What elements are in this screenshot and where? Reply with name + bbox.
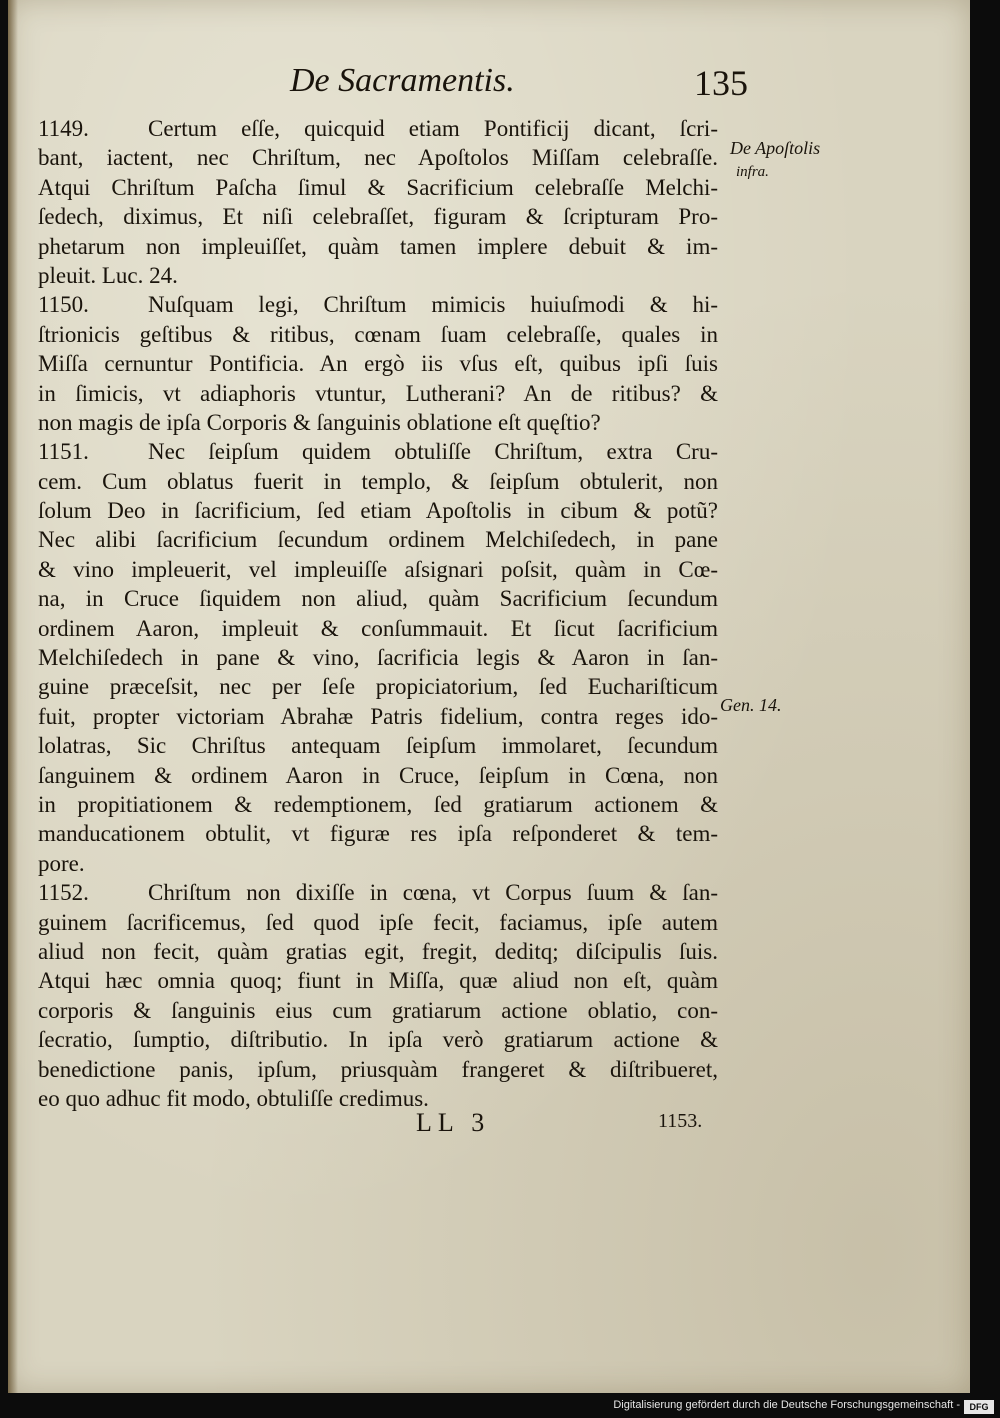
catchword: 1153. xyxy=(658,1110,703,1132)
line-text: ſedech, diximus, Et niſi celebraſſet, figuram & ſcripturam Pro- xyxy=(38,204,718,230)
text-line xyxy=(38,849,718,878)
line-text: in propitiationem & redemptionem, ſed gratiarum actionem & xyxy=(38,791,718,817)
book-page xyxy=(8,0,970,1393)
line-text: Nec alibi ſacrificium ſecundum ordinem Melchiſedech, in pane xyxy=(38,527,718,553)
line-text: ſolum Deo in ſacrificium, ſed etiam Apoſtolis in cibum & potũ? xyxy=(38,498,718,524)
text-line xyxy=(38,202,718,231)
paragraph-number: 1150. xyxy=(38,292,89,318)
text-line xyxy=(38,584,718,613)
line-text: pore. xyxy=(38,850,85,876)
line-text: guine præceſsit, nec per ſeſe propiciatorium, ſed Euchariſticum xyxy=(38,674,718,700)
text-line xyxy=(38,232,718,261)
line-text: benedictione panis, ipſum, priusquàm frangeret & diſtribueret, xyxy=(38,1056,718,1082)
text-line xyxy=(38,379,718,408)
line-text: in ſimicis, vt adiaphoris vtuntur, Lutherani? An de ritibus? & xyxy=(38,380,718,406)
line-text: ſanguinem & ordinem Aaron in Cruce, ſeipſum in Cœna, non xyxy=(38,762,718,788)
line-text: manducationem obtulit, vt figuræ res ipſa reſponderet & tem- xyxy=(38,821,718,847)
text-line xyxy=(38,614,718,643)
line-text: cem. Cum oblatus fuerit in templo, & ſeipſum obtulerit, non xyxy=(38,468,718,494)
line-text: fuit, propter victoriam Abrahæ Patris fidelium, contra reges ido- xyxy=(38,703,718,729)
line-text: eo quo adhuc fit modo, obtuliſſe credimus. xyxy=(38,1085,429,1111)
credit-text: Digitalisierung gefördert durch die Deutsche Forschungsgemeinschaft - xyxy=(613,1399,960,1411)
line-text: ordinem Aaron, impleuit & conſummauit. Et ſicut ſacrificium xyxy=(38,615,718,641)
line-text: na, in Cruce ſiquidem non aliud, quàm Sacrificium ſecundum xyxy=(38,586,718,612)
text-line xyxy=(38,966,718,995)
text-line xyxy=(38,937,718,966)
paragraph-number: 1151. xyxy=(38,439,89,465)
line-text: bant, iactent, nec Chriſtum, nec Apoſtolos Miſſam celebraſſe. xyxy=(38,145,718,171)
text-line xyxy=(38,173,718,202)
text-line xyxy=(38,525,718,554)
text-line xyxy=(38,1055,718,1084)
line-text: phetarum non impleuiſſet, quàm tamen implere debuit & im- xyxy=(38,233,718,259)
line-text: aliud non fecit, quàm gratias egit, fregit, deditq; diſcipulis ſuis. xyxy=(38,938,718,964)
text-line xyxy=(38,878,718,907)
line-text: Atqui Chriſtum Paſcha ſimul & Sacrificium celebraſſe Melchi- xyxy=(38,174,718,200)
text-line xyxy=(38,349,718,378)
line-text: Chriſtum non dixiſſe in cœna, vt Corpus ſuum & ſan- xyxy=(148,880,718,906)
dfg-logo: DFG xyxy=(964,1400,994,1414)
text-line xyxy=(38,496,718,525)
line-text: ſecratio, ſumptio, diſtributio. In ipſa verò gratiarum actione & xyxy=(38,1027,718,1053)
margin-note-infra: infra. xyxy=(736,164,769,180)
line-text: guinem ſacrificemus, ſed quod ipſe fecit, faciamus, ipſe autem xyxy=(38,909,718,935)
text-line xyxy=(38,761,718,790)
text-line xyxy=(38,408,718,437)
line-text: & vino impleuerit, vel impleuiſſe aſsignari poſsit, quàm in Cœ- xyxy=(38,556,718,582)
text-line xyxy=(38,672,718,701)
text-line xyxy=(38,261,718,290)
credit-bar xyxy=(0,1397,1000,1418)
paragraph-number: 1152. xyxy=(38,880,89,906)
text-line xyxy=(38,143,718,172)
line-text: pleuit. Luc. 24. xyxy=(38,262,178,288)
margin-note-gen: Gen. 14. xyxy=(720,695,782,715)
page-gutter-shadow xyxy=(8,0,18,1393)
line-text: Atqui hæc omnia quoq; fiunt in Miſſa, quæ aliud non eſt, quàm xyxy=(38,968,718,994)
line-text: Certum eſſe, quicquid etiam Pontificij dicant, ſcri- xyxy=(148,116,718,141)
text-line xyxy=(38,114,718,143)
text-line xyxy=(38,819,718,848)
line-text: Nec ſeipſum quidem obtuliſſe Chriſtum, extra Cru- xyxy=(148,439,718,465)
body-text xyxy=(38,114,718,1113)
text-line xyxy=(38,1025,718,1054)
line-text: corporis & ſanguinis eius cum gratiarum actione oblatio, con- xyxy=(38,997,718,1023)
page-footer xyxy=(8,1108,970,1148)
line-text: lolatras, Sic Chriſtus antequam ſeipſum immolaret, ſecundum xyxy=(38,733,718,759)
text-line xyxy=(38,996,718,1025)
line-text: Miſſa cernuntur Pontificia. An ergò iis vſus eſt, quibus ipſi ſuis xyxy=(38,351,718,377)
text-line xyxy=(38,731,718,760)
line-text: ſtrionicis geſtibus & ritibus, cœnam ſuam celebraſſe, quales in xyxy=(38,321,718,347)
paragraph-number: 1149. xyxy=(38,116,89,141)
text-line xyxy=(38,555,718,584)
running-title: De Sacramentis. xyxy=(290,62,515,99)
text-line xyxy=(38,702,718,731)
text-line xyxy=(38,290,718,319)
text-line xyxy=(38,467,718,496)
line-text: Nuſquam legi, Chriſtum mimicis huiuſmodi & hi- xyxy=(148,292,718,318)
margin-note-de-apostolis: De Apoſtolis xyxy=(730,138,821,158)
line-text: non magis de ipſa Corporis & ſanguinis oblatione eſt quęſtio? xyxy=(38,409,601,435)
text-line xyxy=(38,320,718,349)
text-line xyxy=(38,790,718,819)
line-text: Melchiſedech in pane & vino, ſacrificia legis & Aaron in ſan- xyxy=(38,645,718,671)
text-line xyxy=(38,908,718,937)
page-header xyxy=(8,62,970,112)
text-line xyxy=(38,437,718,466)
page-number: 135 xyxy=(694,63,748,103)
signature-mark: LL 3 xyxy=(416,1108,491,1137)
text-line xyxy=(38,643,718,672)
